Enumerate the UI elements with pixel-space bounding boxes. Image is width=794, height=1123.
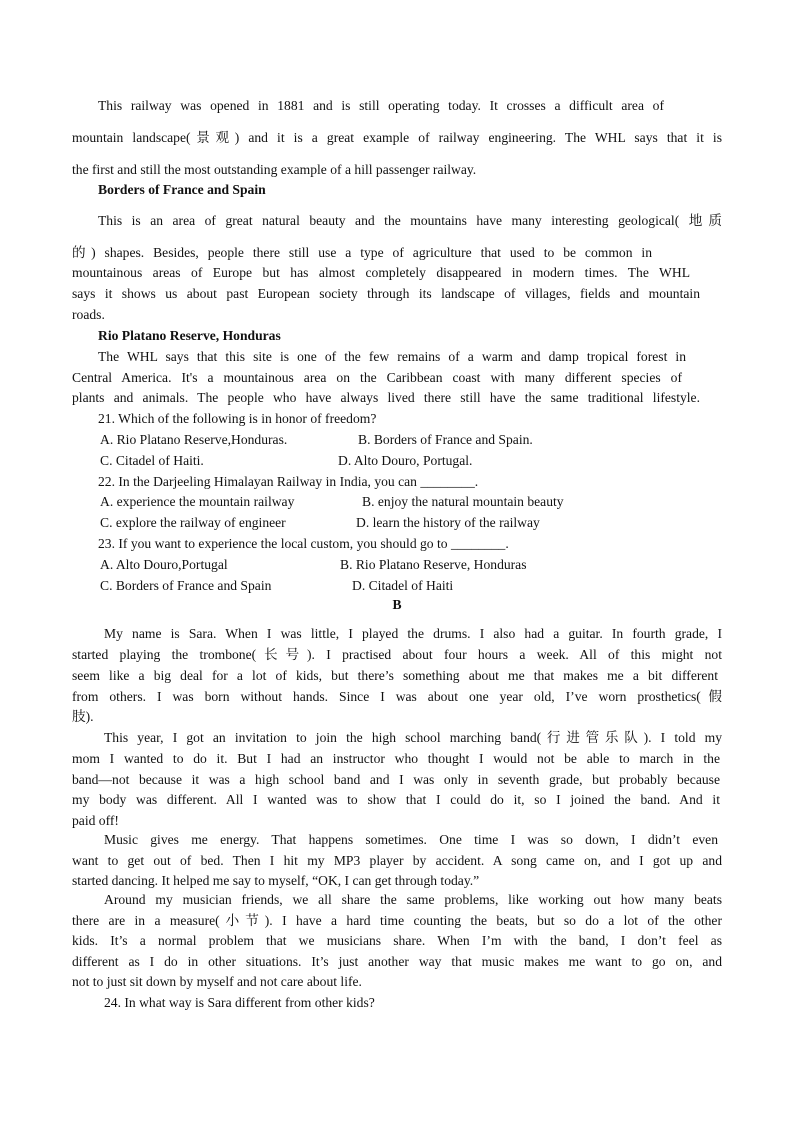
option-a: A. Alto Douro,Portugal xyxy=(100,557,228,572)
paragraph-line: Music gives me energy. That happens sometimes. One time I was so down, I didn’t even xyxy=(104,832,718,847)
option-d: D. learn the history of the railway xyxy=(356,515,540,530)
paragraph-line: 肢). xyxy=(72,709,94,724)
option-b: B. Rio Platano Reserve, Honduras xyxy=(340,557,527,572)
paragraph-line: My name is Sara. When I was little, I played the drums. I also had a guitar. In fourth grade, I xyxy=(104,626,722,641)
paragraph-line: Around my musician friends, we all share the same problems, like working out how many beats xyxy=(104,892,722,907)
paragraph-line: there are in a measure(小节). I have a hard time counting the beats, but so do a lot of the other xyxy=(72,913,722,928)
paragraph-line: 的) shapes. Besides, people there still use a type of agriculture that used to be common in xyxy=(72,245,652,260)
paragraph-line: says it shows us about past European society through its landscape of villages, fields and mountain xyxy=(72,286,700,301)
paragraph-line: plants and animals. The people who have always lived there still have the same traditional lifestyle. xyxy=(72,390,700,405)
paragraph-line: The WHL says that this site is one of the few remains of a warm and damp tropical forest in xyxy=(98,349,686,364)
question-stem: 23. If you want to experience the local custom, you should go to ________. xyxy=(98,536,509,551)
question-stem: 24. In what way is Sara different from other kids? xyxy=(104,995,375,1010)
paragraph-line: paid off! xyxy=(72,813,119,828)
paragraph-line: band—not because it was a high school band and I was only in seventh grade, but probably because xyxy=(72,772,720,787)
question-stem: 21. Which of the following is in honor of freedom? xyxy=(98,411,377,426)
paragraph-line: Central America. It's a mountainous area on the Caribbean coast with many different species of xyxy=(72,370,682,385)
paragraph-line: the first and still the most outstanding example of a hill passenger railway. xyxy=(72,162,477,177)
paragraph-line: This year, I got an invitation to join the high school marching band(行进管乐队). I told my xyxy=(104,730,722,745)
paragraph-line: different as I do in other situations. It’s just another way that music makes me want to go on, and xyxy=(72,954,722,969)
option-c: C. Borders of France and Spain xyxy=(100,578,272,593)
paragraph-line: my body was different. All I wanted was to show that I could do it, so I joined the band. And it xyxy=(72,792,720,807)
paragraph-line: mountainous areas of Europe but has almost completely disappeared in modern times. The WHL xyxy=(72,265,690,280)
section-heading: Rio Platano Reserve, Honduras xyxy=(98,328,281,343)
option-c: C. explore the railway of engineer xyxy=(100,515,286,530)
option-b: B. Borders of France and Spain. xyxy=(358,432,533,447)
paragraph-line: want to get out of bed. Then I hit my MP3 player by accident. A song came on, and I got up and xyxy=(72,853,722,868)
paragraph-line: kids. It’s a normal problem that we musicians share. When I’m with the band, I don’t feel as xyxy=(72,933,722,948)
paragraph-line: mountain landscape(景观) and it is a great example of railway engineering. The WHL says that it is xyxy=(72,130,722,145)
option-b: B. enjoy the natural mountain beauty xyxy=(362,494,564,509)
paragraph-line: roads. xyxy=(72,307,105,322)
option-a: A. Rio Platano Reserve,Honduras. xyxy=(100,432,288,447)
paragraph-line: from others. I was born without hands. Since I was about one year old, I’ve worn prosthetics(假 xyxy=(72,689,722,704)
option-a: A. experience the mountain railway xyxy=(100,494,295,509)
section-label: B xyxy=(392,597,402,612)
paragraph-line: started dancing. It helped me say to myself, “OK, I can get through today.” xyxy=(72,873,480,888)
option-d: D. Alto Douro, Portugal. xyxy=(338,453,473,468)
paragraph-line: not to just sit down by myself and not care about life. xyxy=(72,974,362,989)
paragraph-line: mom I wanted to do it. But I had an instructor who thought I would not be able to march in the xyxy=(72,751,720,766)
option-d: D. Citadel of Haiti xyxy=(352,578,454,593)
paragraph-line: seem like a big deal for a lot of kids, but there’s something about me that makes me a bit different xyxy=(72,668,718,683)
paragraph-line: started playing the trombone(长号). I practised about four hours a week. All of this might not xyxy=(72,647,722,662)
question-stem: 22. In the Darjeeling Himalayan Railway in India, you can ________. xyxy=(98,474,479,489)
paragraph-line: This railway was opened in 1881 and is still operating today. It crosses a difficult area of xyxy=(98,98,664,113)
option-c: C. Citadel of Haiti. xyxy=(100,453,204,468)
paragraph-line: This is an area of great natural beauty and the mountains have many interesting geological( 地质 xyxy=(98,213,722,228)
section-heading: Borders of France and Spain xyxy=(98,182,266,197)
